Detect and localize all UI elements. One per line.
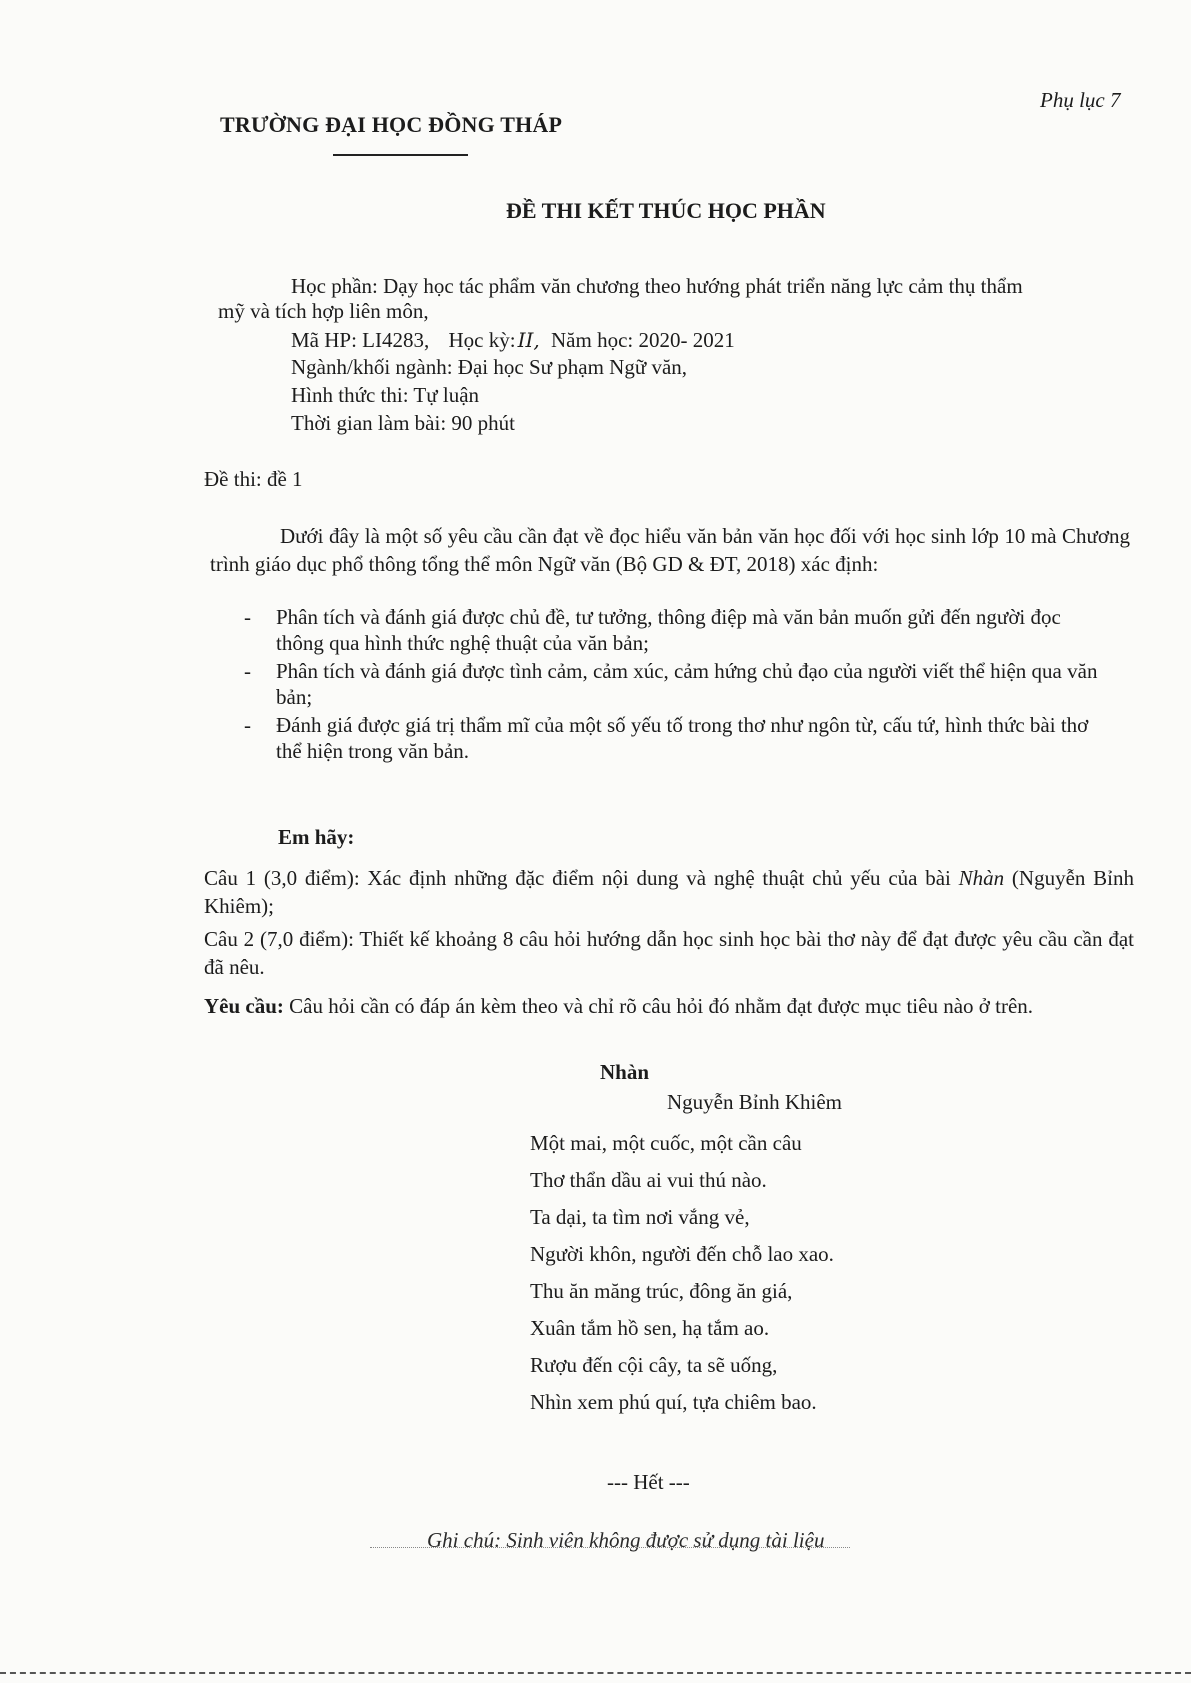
poem-line: Nhìn xem phú quí, tựa chiêm bao. [530, 1390, 817, 1414]
course-code-line [291, 328, 735, 353]
footer-note: Ghi chú: Sinh viên không được sử dụng tài liệu [427, 1528, 825, 1552]
requirement-item: - Đánh giá được giá trị thẩm mĩ của một số yếu tố trong thơ như ngôn từ, cấu tứ, hình thức bài thơ thể hiện trong văn bản. [240, 712, 1100, 764]
question-1-work-title: Nhàn [958, 866, 1005, 890]
poem-line: Xuân tắm hồ sen, hạ tắm ao. [530, 1316, 770, 1340]
poem-line: Thu ăn măng trúc, đông ăn giá, [530, 1279, 793, 1303]
exam-duration-line: Thời gian làm bài: 90 phút [291, 411, 515, 435]
footer-note-rule [370, 1547, 850, 1548]
poem-line: Rượu đến cội cây, ta sẽ uống, [530, 1353, 778, 1377]
major-line: Ngành/khối ngành: Đại học Sư phạm Ngữ văn, [291, 355, 688, 379]
course-name-line1: Học phần: Dạy học tác phẩm văn chương theo hướng phát triển năng lực cảm thụ thẩm [291, 274, 1023, 298]
poem-lines [530, 1125, 834, 1421]
school-underline [333, 154, 468, 156]
poem-line: Thơ thẩn dầu ai vui thú nào. [530, 1168, 767, 1192]
poem-line: Ta dại, ta tìm nơi vắng vẻ, [530, 1205, 750, 1229]
exam-title: ĐỀ THI KẾT THÚC HỌC PHẦN [506, 198, 826, 223]
end-mark: --- Hết --- [607, 1470, 690, 1494]
course-code: Mã HP: LI4283, [291, 328, 430, 352]
question-1 [204, 864, 1134, 920]
requirement-text: Câu hỏi cần có đáp án kèm theo và chỉ rõ câu hỏi đó nhằm đạt được mục tiêu nào ở trên. [289, 994, 1034, 1018]
course-name-line2: mỹ và tích hợp liên môn, [218, 299, 429, 323]
poem-author: Nguyễn Bỉnh Khiêm [667, 1090, 842, 1114]
requirement-label: Yêu cầu: [204, 994, 284, 1018]
requirement-item: - Phân tích và đánh giá được chủ đề, tư tưởng, thông điệp mà văn bản muốn gửi đến người đọc thông qua hình thức nghệ thuật của văn bản; [240, 604, 1100, 656]
appendix-label: Phụ lục 7 [1040, 88, 1121, 112]
poem-title: Nhàn [600, 1060, 650, 1084]
scan-edge-line [0, 1672, 1191, 1674]
answer-requirement [204, 992, 1134, 1020]
question-1-author: (Nguyễn Bỉnh Khiêm); [204, 866, 1135, 918]
poem-line: Người khôn, người đến chỗ lao xao. [530, 1242, 834, 1266]
semester-value-handwritten: II, [517, 328, 540, 352]
task-heading: Em hãy: [278, 825, 355, 849]
poem-line: Một mai, một cuốc, một cần câu [530, 1131, 802, 1155]
question-2: Câu 2 (7,0 điểm): Thiết kế khoảng 8 câu hỏi hướng dẫn học sinh học bài thơ này để đạt được yêu cầu cần đạt đã nêu. [204, 927, 1134, 979]
intro-paragraph: Dưới đây là một số yêu cầu cần đạt về đọc hiểu văn bản văn học đối với học sinh lớp 10 mà Chương trình giáo dục phổ thông tổng thể môn Ngữ văn (Bộ GD & ĐT, 2018) xác định: [210, 524, 1130, 576]
exam-format-line: Hình thức thi: Tự luận [291, 383, 480, 407]
academic-year: Năm học: 2020- 2021 [551, 328, 735, 352]
exam-code: Đề thi: đề 1 [204, 467, 303, 491]
requirement-item: - Phân tích và đánh giá được tình cảm, cảm xúc, cảm hứng chủ đạo của người viết thể hiện qua văn bản; [240, 658, 1100, 710]
semester-label: Học kỳ: [448, 328, 516, 352]
requirements-list [240, 604, 1100, 766]
question-1-text: Câu 1 (3,0 điểm): Xác định những đặc điểm nội dung và nghệ thuật chủ yếu của bài [204, 866, 951, 890]
school-name: TRƯỜNG ĐẠI HỌC ĐỒNG THÁP [220, 112, 563, 137]
